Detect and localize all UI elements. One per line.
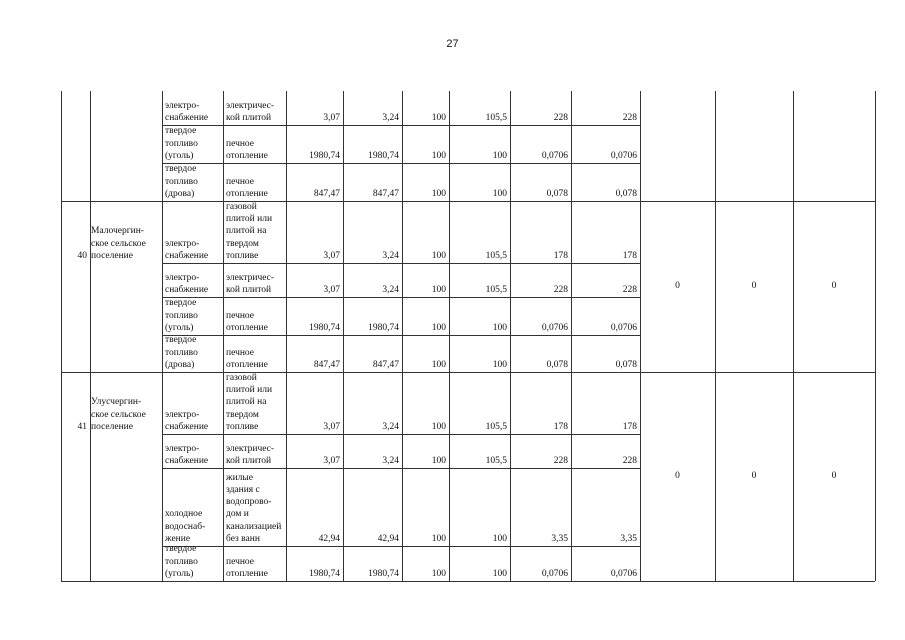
- resource-type: электро- снабжение: [165, 443, 209, 466]
- table-horizontal-rule: [162, 297, 640, 298]
- value-cell: 100: [431, 112, 446, 123]
- value-cell: 228: [553, 284, 568, 295]
- table-horizontal-rule: [162, 468, 640, 469]
- table-horizontal-rule: [61, 201, 162, 202]
- resource-type: твердое топливо (дрова): [165, 164, 198, 199]
- table-vertical-rule: [715, 91, 716, 581]
- table-horizontal-rule: [162, 263, 640, 264]
- value-cell: 105,5: [485, 112, 507, 123]
- value-cell: 847,47: [313, 188, 340, 199]
- value-cell: 228: [622, 112, 637, 123]
- value-cell: 1980,74: [309, 568, 340, 579]
- value-cell: 3,24: [382, 112, 399, 123]
- consumption-category: печное отопление: [226, 176, 268, 199]
- value-cell: 3,07: [323, 421, 340, 432]
- value-cell: 100: [492, 359, 507, 370]
- value-cell: 0,0706: [541, 568, 568, 579]
- value-cell: 228: [553, 112, 568, 123]
- table-vertical-rule: [343, 91, 344, 581]
- tariff-table: [61, 91, 875, 581]
- value-cell: 105,5: [485, 250, 507, 261]
- consumption-category: электричес- кой плитой: [226, 100, 275, 123]
- value-cell: 178: [553, 421, 568, 432]
- resource-type: твердое топливо (уголь): [165, 126, 198, 161]
- table-vertical-rule: [90, 91, 91, 581]
- consumption-category: печное отопление: [226, 310, 268, 333]
- table-vertical-rule: [223, 91, 224, 581]
- resource-type: твердое топливо (уголь): [165, 298, 198, 333]
- table-horizontal-rule: [162, 163, 640, 164]
- table-horizontal-rule: [61, 372, 162, 373]
- table-vertical-rule: [793, 91, 794, 581]
- resource-type: электро- снабжение: [165, 100, 209, 123]
- value-cell: 100: [431, 533, 446, 544]
- value-cell: 100: [431, 250, 446, 261]
- group-value: 0: [751, 280, 757, 291]
- value-cell: 0,0706: [541, 150, 568, 161]
- value-cell: 105,5: [485, 421, 507, 432]
- value-cell: 3,35: [620, 533, 637, 544]
- settlement-name: Улусчергин- ское сельское поселение: [91, 397, 146, 432]
- value-cell: 100: [431, 421, 446, 432]
- value-cell: 105,5: [485, 455, 507, 466]
- value-cell: 0,0706: [610, 150, 637, 161]
- value-cell: 178: [622, 421, 637, 432]
- table-vertical-rule: [510, 91, 511, 581]
- consumption-category: печное отопление: [226, 556, 268, 579]
- row-number: 41: [77, 421, 87, 432]
- value-cell: 100: [492, 568, 507, 579]
- consumption-category: электричес- кой плитой: [226, 272, 275, 295]
- value-cell: 3,07: [323, 250, 340, 261]
- value-cell: 1980,74: [309, 150, 340, 161]
- value-cell: 3,24: [382, 421, 399, 432]
- value-cell: 847,47: [372, 359, 399, 370]
- group-value: 0: [831, 280, 837, 291]
- page-number: 27: [446, 38, 459, 50]
- value-cell: 100: [431, 188, 446, 199]
- group-value: 0: [831, 470, 837, 481]
- group-value: 0: [675, 470, 680, 481]
- value-cell: 0,078: [546, 188, 568, 199]
- value-cell: 0,078: [615, 359, 637, 370]
- resource-type: твердое топливо (дрова): [165, 335, 198, 370]
- resource-type: твердое топливо (уголь): [165, 544, 198, 579]
- resource-type: электро- снабжение: [165, 409, 209, 432]
- value-cell: 228: [622, 284, 637, 295]
- group-value: 0: [751, 470, 757, 481]
- value-cell: 3,24: [382, 455, 399, 466]
- value-cell: 178: [622, 250, 637, 261]
- value-cell: 100: [492, 188, 507, 199]
- consumption-category: газовой плитой или плитой на твердом топливе: [226, 201, 273, 261]
- consumption-category: газовой плитой или плитой на твердом топливе: [226, 372, 273, 432]
- value-cell: 1980,74: [368, 150, 399, 161]
- value-cell: 847,47: [372, 188, 399, 199]
- table-horizontal-rule: [162, 125, 640, 126]
- table-horizontal-rule: [162, 335, 640, 336]
- table-vertical-rule: [162, 91, 163, 581]
- table-vertical-rule: [449, 91, 450, 581]
- value-cell: 100: [431, 455, 446, 466]
- value-cell: 105,5: [485, 284, 507, 295]
- value-cell: 42,94: [377, 533, 399, 544]
- value-cell: 100: [431, 359, 446, 370]
- value-cell: 228: [553, 455, 568, 466]
- consumption-category: печное отопление: [226, 347, 268, 370]
- value-cell: 1980,74: [309, 322, 340, 333]
- value-cell: 3,07: [323, 284, 340, 295]
- value-cell: 3,07: [323, 112, 340, 123]
- table-horizontal-rule: [162, 546, 640, 547]
- consumption-category: электричес- кой плитой: [226, 443, 275, 466]
- value-cell: 3,24: [382, 250, 399, 261]
- value-cell: 100: [431, 322, 446, 333]
- value-cell: 100: [492, 150, 507, 161]
- value-cell: 100: [431, 150, 446, 161]
- value-cell: 1980,74: [368, 322, 399, 333]
- table-horizontal-rule: [640, 201, 875, 202]
- row-number: 40: [77, 250, 87, 261]
- value-cell: 42,94: [318, 533, 340, 544]
- value-cell: 0,0706: [541, 322, 568, 333]
- table-vertical-rule: [875, 91, 876, 581]
- group-value: 0: [675, 280, 680, 291]
- table-horizontal-rule: [61, 581, 875, 582]
- consumption-category: жилые здания с водопрово- дом и канализацией без ванн: [226, 472, 282, 544]
- table-vertical-rule: [402, 91, 403, 581]
- value-cell: 0,0706: [610, 568, 637, 579]
- value-cell: 847,47: [313, 359, 340, 370]
- value-cell: 3,24: [382, 284, 399, 295]
- value-cell: 3,07: [323, 455, 340, 466]
- value-cell: 100: [492, 533, 507, 544]
- value-cell: 0,078: [615, 188, 637, 199]
- resource-type: электро- снабжение: [165, 272, 209, 295]
- value-cell: 0,078: [546, 359, 568, 370]
- value-cell: 0,0706: [610, 322, 637, 333]
- value-cell: 3,35: [551, 533, 568, 544]
- value-cell: 228: [622, 455, 637, 466]
- table-horizontal-rule: [162, 434, 640, 435]
- value-cell: 100: [492, 322, 507, 333]
- table-horizontal-rule: [640, 372, 875, 373]
- consumption-category: печное отопление: [226, 138, 268, 161]
- value-cell: 178: [553, 250, 568, 261]
- value-cell: 100: [431, 568, 446, 579]
- settlement-name: Малочергин- ское сельское поселение: [91, 226, 146, 261]
- table-vertical-rule: [61, 91, 62, 581]
- resource-type: электро- снабжение: [165, 238, 209, 261]
- resource-type: холодное водоснаб- жение: [165, 509, 206, 544]
- table-vertical-rule: [571, 91, 572, 581]
- value-cell: 100: [431, 284, 446, 295]
- table-vertical-rule: [640, 91, 641, 581]
- value-cell: 1980,74: [368, 568, 399, 579]
